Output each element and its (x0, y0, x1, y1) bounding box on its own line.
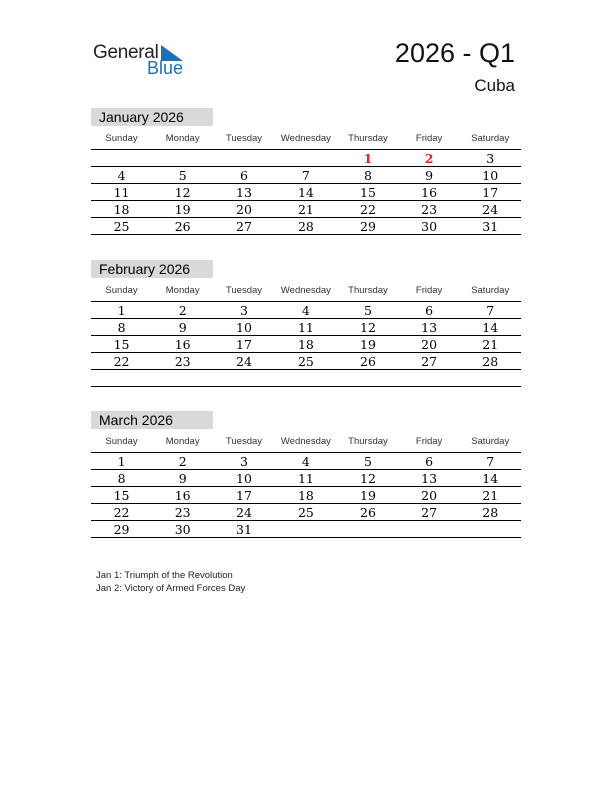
day-cell: 19 (337, 487, 399, 504)
day-cell: 13 (399, 470, 460, 487)
day-cell (275, 370, 337, 387)
day-cell (459, 370, 521, 387)
day-cell: 4 (275, 453, 337, 470)
day-cell: 6 (399, 453, 460, 470)
weekday-header-row (91, 279, 521, 302)
day-cell (152, 370, 213, 387)
day-cell: 10 (213, 470, 274, 487)
day-cell: 12 (152, 184, 213, 201)
day-cell: 23 (152, 504, 213, 521)
day-cell: 17 (213, 336, 274, 353)
month-february (91, 260, 521, 387)
day-cell: 11 (275, 319, 337, 336)
day-cell: 5 (152, 167, 213, 184)
weekday-header: Monday (152, 279, 213, 302)
weekday-header: Tuesday (213, 127, 274, 150)
calendar-table (91, 430, 521, 538)
day-cell: 13 (213, 184, 274, 201)
day-cell: 7 (275, 167, 337, 184)
weekday-header: Saturday (459, 279, 521, 302)
day-cell: 27 (213, 218, 274, 235)
day-cell: 23 (399, 201, 460, 218)
weekday-header: Wednesday (275, 279, 337, 302)
week-row (91, 353, 521, 370)
day-cell: 26 (152, 218, 213, 235)
month-march (91, 411, 521, 538)
week-row (91, 184, 521, 201)
day-cell: 9 (152, 319, 213, 336)
day-cell: 1 (91, 302, 152, 319)
weekday-header: Friday (399, 279, 460, 302)
logo-general-text: General (93, 42, 159, 63)
week-row (91, 302, 521, 319)
day-cell: 7 (459, 453, 521, 470)
holiday-notes (96, 569, 245, 595)
day-cell: 20 (399, 336, 460, 353)
day-cell: 29 (91, 521, 152, 538)
day-cell: 28 (459, 353, 521, 370)
weekday-header: Sunday (91, 127, 152, 150)
day-cell: 10 (213, 319, 274, 336)
day-cell: 19 (337, 336, 399, 353)
day-cell: 4 (275, 302, 337, 319)
day-cell: 7 (459, 302, 521, 319)
day-cell: 25 (91, 218, 152, 235)
day-cell: 11 (91, 184, 152, 201)
day-cell: 21 (459, 336, 521, 353)
day-cell: 5 (337, 302, 399, 319)
day-cell: 14 (275, 184, 337, 201)
day-cell: 22 (91, 353, 152, 370)
weekday-header: Monday (152, 127, 213, 150)
day-cell (152, 150, 213, 167)
day-cell: 8 (91, 319, 152, 336)
weekday-header: Monday (152, 430, 213, 453)
weekday-header: Saturday (459, 430, 521, 453)
day-cell: 14 (459, 319, 521, 336)
weekday-header: Friday (399, 430, 460, 453)
day-cell: 31 (213, 521, 274, 538)
day-cell: 6 (399, 302, 460, 319)
day-cell: 28 (275, 218, 337, 235)
day-cell: 4 (91, 167, 152, 184)
day-cell: 8 (337, 167, 399, 184)
day-cell: 27 (399, 353, 460, 370)
day-cell: 19 (152, 201, 213, 218)
day-cell: 15 (337, 184, 399, 201)
day-cell (399, 370, 460, 387)
day-cell: 1 (91, 453, 152, 470)
day-cell (213, 370, 274, 387)
week-row (91, 150, 521, 167)
holiday-note: Jan 2: Victory of Armed Forces Day (96, 583, 246, 594)
day-cell: 22 (91, 504, 152, 521)
weekday-header-row (91, 430, 521, 453)
week-row (91, 336, 521, 353)
day-cell: 21 (459, 487, 521, 504)
month-title: February 2026 (91, 260, 213, 278)
day-cell: 22 (337, 201, 399, 218)
calendar-table (91, 279, 521, 387)
logo (93, 40, 193, 80)
month-title: January 2026 (91, 108, 213, 126)
day-cell: 12 (337, 470, 399, 487)
day-cell: 3 (213, 453, 274, 470)
weekday-header: Wednesday (275, 430, 337, 453)
day-cell: 14 (459, 470, 521, 487)
day-cell (213, 150, 274, 167)
day-cell: 2 (152, 453, 213, 470)
day-cell: 12 (337, 319, 399, 336)
weekday-header: Friday (399, 127, 460, 150)
page-title: 2026 - Q1 (394, 38, 515, 68)
day-cell: 24 (459, 201, 521, 218)
week-row (91, 201, 521, 218)
week-row (91, 218, 521, 235)
day-cell: 11 (275, 470, 337, 487)
day-cell: 26 (337, 504, 399, 521)
day-cell: 15 (91, 487, 152, 504)
day-cell: 26 (337, 353, 399, 370)
weekday-header-row (91, 127, 521, 150)
weekday-header: Thursday (337, 127, 399, 150)
weekday-header: Saturday (459, 127, 521, 150)
weekday-header: Sunday (91, 279, 152, 302)
day-cell: 23 (152, 353, 213, 370)
day-cell (91, 150, 152, 167)
week-row (91, 487, 521, 504)
weekday-header: Tuesday (213, 430, 274, 453)
day-cell: 2 (399, 150, 460, 167)
day-cell (337, 521, 399, 538)
day-cell: 9 (152, 470, 213, 487)
day-cell: 30 (152, 521, 213, 538)
week-row (91, 167, 521, 184)
day-cell (459, 521, 521, 538)
day-cell: 16 (152, 336, 213, 353)
day-cell: 25 (275, 504, 337, 521)
day-cell: 29 (337, 218, 399, 235)
day-cell: 20 (213, 201, 274, 218)
day-cell: 24 (213, 504, 274, 521)
day-cell: 15 (91, 336, 152, 353)
day-cell: 28 (459, 504, 521, 521)
day-cell: 16 (399, 184, 460, 201)
day-cell: 18 (275, 487, 337, 504)
day-cell: 13 (399, 319, 460, 336)
calendar-table (91, 127, 521, 235)
month-january (91, 108, 521, 235)
day-cell: 6 (213, 167, 274, 184)
day-cell (91, 370, 152, 387)
weekday-header: Thursday (337, 279, 399, 302)
day-cell: 5 (337, 453, 399, 470)
day-cell (337, 370, 399, 387)
weekday-header: Thursday (337, 430, 399, 453)
day-cell: 9 (399, 167, 460, 184)
week-row (91, 521, 521, 538)
day-cell: 17 (213, 487, 274, 504)
week-row (91, 453, 521, 470)
day-cell: 21 (275, 201, 337, 218)
day-cell: 30 (399, 218, 460, 235)
weekday-header: Sunday (91, 430, 152, 453)
day-cell: 3 (459, 150, 521, 167)
day-cell: 16 (152, 487, 213, 504)
holiday-note: Jan 1: Triumph of the Revolution (96, 570, 233, 581)
month-title: March 2026 (91, 411, 213, 429)
day-cell: 25 (275, 353, 337, 370)
day-cell: 8 (91, 470, 152, 487)
day-cell: 18 (275, 336, 337, 353)
day-cell: 27 (399, 504, 460, 521)
day-cell: 17 (459, 184, 521, 201)
day-cell: 31 (459, 218, 521, 235)
day-cell (275, 521, 337, 538)
day-cell: 3 (213, 302, 274, 319)
weekday-header: Tuesday (213, 279, 274, 302)
day-cell: 2 (152, 302, 213, 319)
week-row (91, 319, 521, 336)
logo-blue-text: Blue (147, 58, 184, 78)
day-cell: 20 (399, 487, 460, 504)
week-row (91, 470, 521, 487)
day-cell: 18 (91, 201, 152, 218)
week-row (91, 504, 521, 521)
day-cell: 24 (213, 353, 274, 370)
day-cell (399, 521, 460, 538)
week-row (91, 370, 521, 387)
day-cell: 1 (337, 150, 399, 167)
day-cell: 10 (459, 167, 521, 184)
country-name: Cuba (474, 76, 515, 95)
weekday-header: Wednesday (275, 127, 337, 150)
day-cell (275, 150, 337, 167)
